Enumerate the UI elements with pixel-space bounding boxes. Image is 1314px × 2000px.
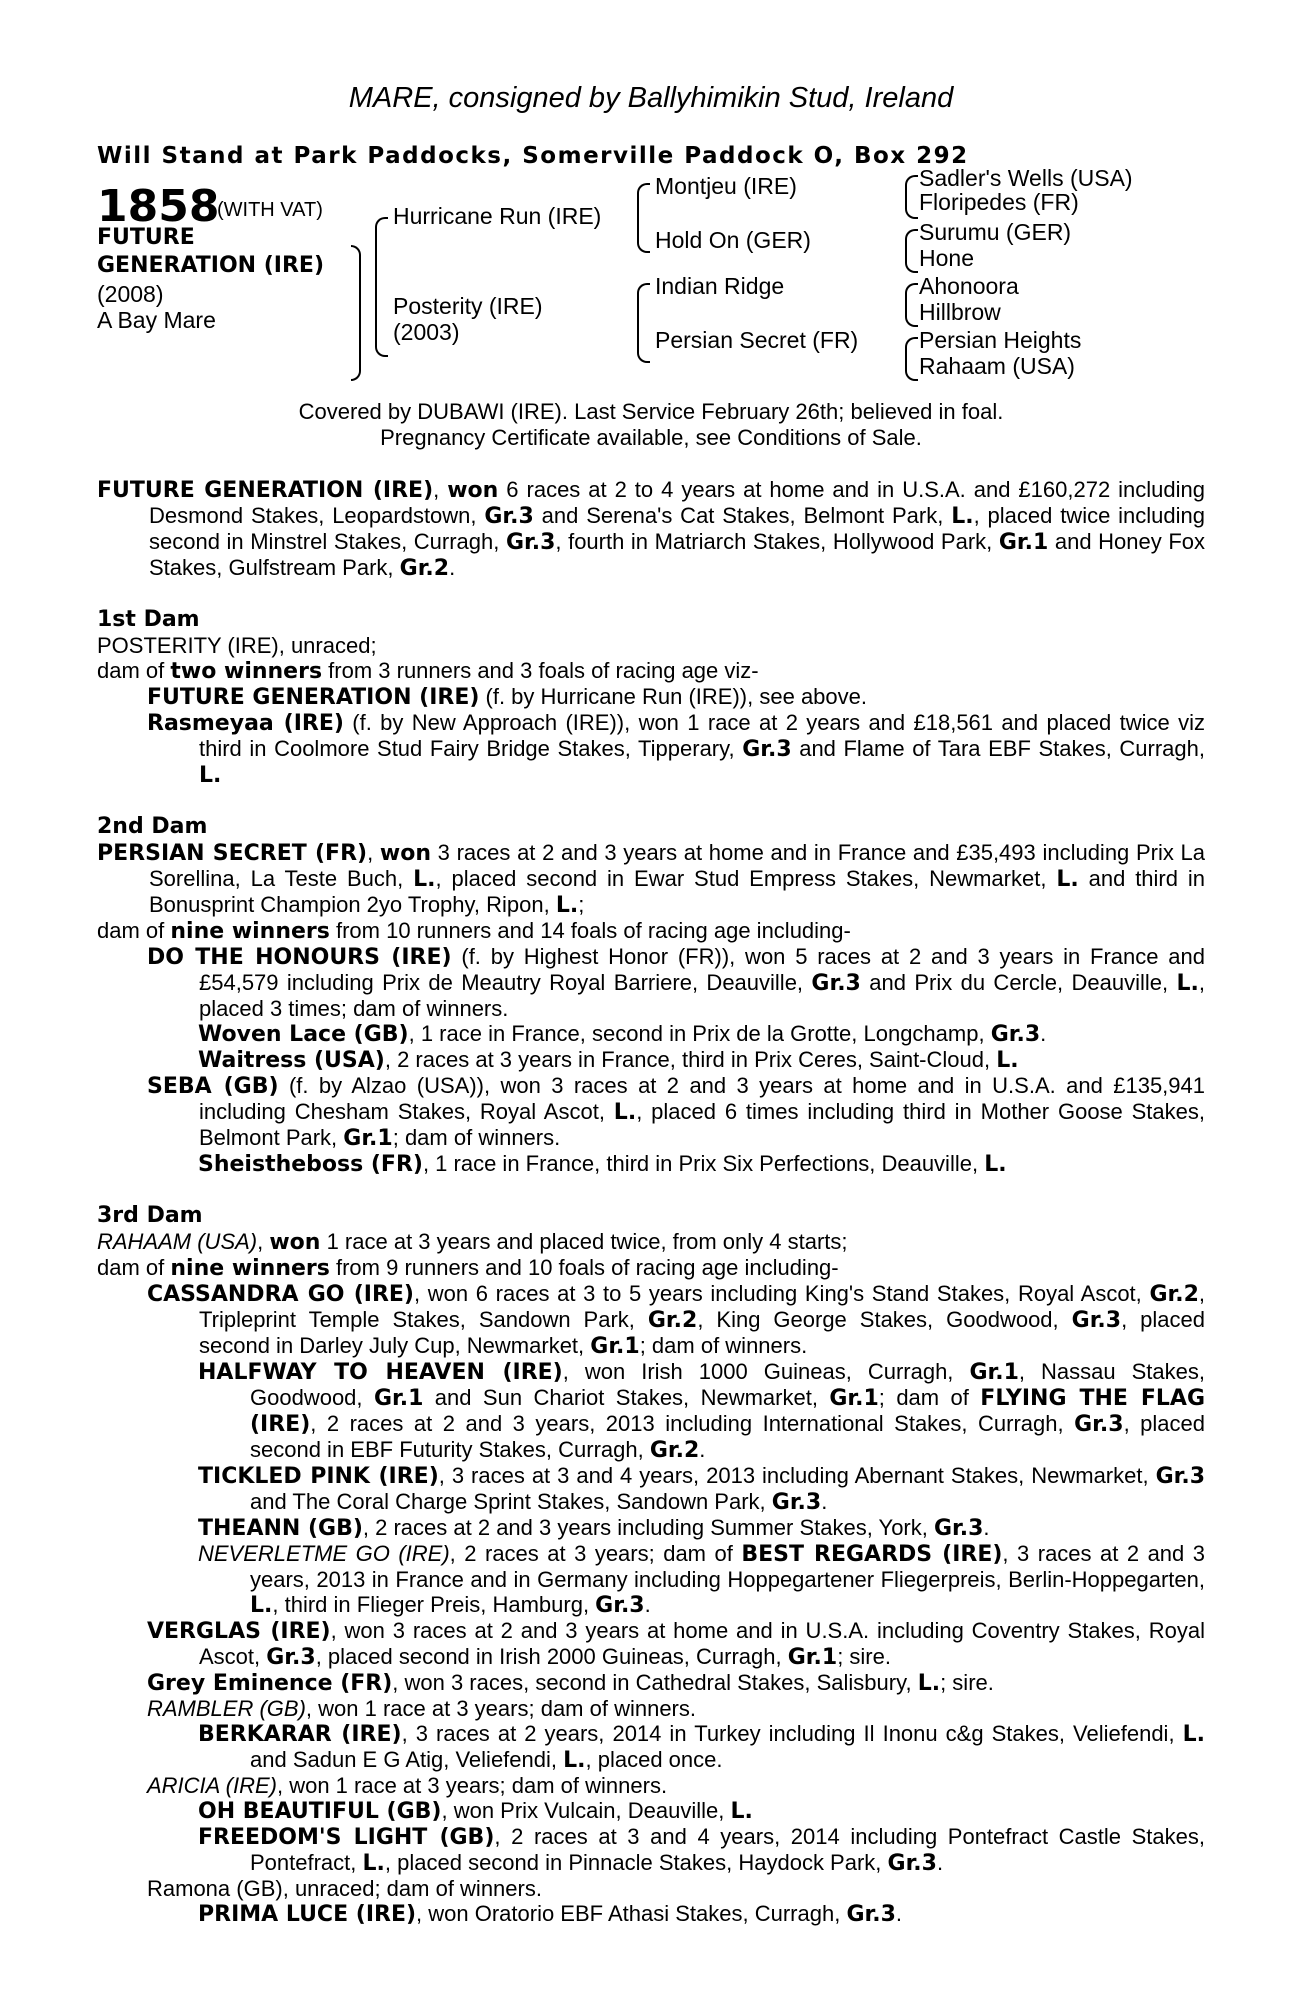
vat-note: (WITH VAT) — [217, 199, 323, 221]
second-dam-grandfoal-3: Sheistheboss (FR), 1 race in France, third in Prix Six Perfections, Deauville, L. — [198, 1151, 1007, 1177]
dam-name: Posterity (IRE) — [393, 293, 543, 319]
second-dam-grandfoal-1: Woven Lace (GB), 1 race in France, second in Prix de la Grotte, Longchamp, Gr.3. — [198, 1021, 1047, 1047]
gen3-bracket-3 — [905, 283, 918, 327]
catalogue-page — [97, 82, 1205, 1927]
dam-bracket-bottom — [375, 285, 388, 357]
covering-note — [97, 399, 1205, 451]
gen3-bracket-4 — [905, 337, 918, 381]
second-dam-foal-1: DO THE HONOURS (IRE) (f. by Highest Honor (FR)), won 5 races at 2 and 3 years in France and £54,579 including Prix de Meautry Royal Barriere, Deauville, Gr.3 and Prix du Cercle, Deauville, L., placed 3 times; dam of winners. — [147, 944, 1205, 1021]
second-dam-produce: dam of nine winners from 10 runners and 14 foals of racing age including- — [97, 918, 851, 944]
sire-dam: Hold On (GER) — [655, 227, 811, 253]
third-dam-grandfoal-5: BERKARAR (IRE), 3 races at 2 years, 2014 in Turkey including Il Inonu c&g Stakes, Veliefendi, L. and Sadun E G Atig, Veliefendi, L., placed once. — [198, 1721, 1205, 1773]
third-dam-foal-5: ARICIA (IRE), won 1 race at 3 years; dam of winners. — [147, 1773, 668, 1798]
third-dam-record: RAHAAM (USA), won 1 race at 3 years and placed twice, from only 4 starts; — [97, 1229, 848, 1255]
first-dam-produce: dam of two winners from 3 runners and 3 foals of racing age viz- — [97, 658, 759, 684]
third-dam-heading: 3rd Dam — [97, 1203, 203, 1228]
dam-year: (2003) — [393, 319, 460, 345]
stand-location: Will Stand at Park Paddocks, Somerville Paddock O, Box 292 — [97, 143, 969, 169]
gen3-bracket-1 — [905, 175, 918, 219]
third-dam-foal-2: VERGLAS (IRE), won 3 races at 2 and 3 years at home and in U.S.A. including Coventry Stakes, Royal Ascot, Gr.3, placed second in Irish 2000 Guineas, Curragh, Gr.1; sire. — [147, 1618, 1205, 1670]
sire-sire-dam: Floripedes (FR) — [919, 189, 1079, 215]
third-dam-grandfoal-7: FREEDOM'S LIGHT (GB), 2 races at 3 and 4 years, 2014 including Pontefract Castle Stakes, Pontefract, L., placed second in Pinnacle Stakes, Haydock Park, Gr.3. — [198, 1824, 1205, 1876]
third-dam-foal-6: Ramona (GB), unraced; dam of winners. — [147, 1876, 542, 1901]
dam-sire-sire: Ahonoora — [919, 273, 1019, 299]
covered-line: Covered by DUBAWI (IRE). Last Service February 26th; believed in foal. — [298, 399, 1004, 424]
first-dam-line: POSTERITY (IRE), unraced; — [97, 633, 377, 658]
sire-line-bracket — [637, 183, 650, 253]
dam-dam: Persian Secret (FR) — [655, 327, 859, 353]
page-title: MARE, consigned by Ballyhimikin Stud, Ireland — [348, 82, 954, 114]
race-summary: FUTURE GENERATION (IRE), won 6 races at 2 to 4 years at home and in U.S.A. and £160,272 including Desmond Stakes, Leopardstown, Gr.3 and Serena's Cat Stakes, Belmont Park, L., placed twice including second in Minstrel Stakes, Curragh, Gr.3, fourth in Matriarch Stakes, Hollywood Park, Gr.1 and Honey Fox Stakes, Gulfstream Park, Gr.2. — [97, 477, 1205, 581]
sire-sire-sire: Sadler's Wells (USA) — [919, 165, 1133, 191]
first-dam-foal-1: FUTURE GENERATION (IRE) (f. by Hurricane Run (IRE)), see above. — [147, 684, 867, 710]
third-dam-grandfoal-1: HALFWAY TO HEAVEN (IRE), won Irish 1000 Guineas, Curragh, Gr.1, Nassau Stakes, Goodwood, Gr.1 and Sun Chariot Stakes, Newmarket, Gr.1; dam of FLYING THE FLAG (IRE), 2 races at 2 and 3 years, 2013 including International Stakes, Curragh, Gr.3, placed second in EBF Futurity Stakes, Curragh, Gr.2. — [198, 1359, 1206, 1463]
first-dam-foal-2: Rasmeyaa (IRE) (f. by New Approach (IRE)), won 1 race at 2 years and £18,561 and placed twice viz third in Coolmore Stud Fairy Bridge Stakes, Tipperary, Gr.3 and Flame of Tara EBF Stakes, Curragh, L. — [147, 710, 1205, 788]
third-dam-grandfoal-3: THEANN (GB), 2 races at 2 and 3 years including Summer Stakes, York, Gr.3. — [198, 1515, 990, 1541]
third-dam-foal-4: RAMBLER (GB), won 1 race at 3 years; dam of winners. — [147, 1696, 696, 1721]
third-dam-grandfoal-8: PRIMA LUCE (IRE), won Oratorio EBF Athasi Stakes, Curragh, Gr.3. — [198, 1901, 903, 1927]
horse-bracket — [351, 245, 361, 381]
third-dam-foal-1: CASSANDRA GO (IRE), won 6 races at 3 to 5 years including King's Stand Stakes, Royal Ascot, Gr.2, Tripleprint Temple Stakes, Sandown Park, Gr.2, King George Stakes, Goodwood, Gr.3, placed second in Darley July Cup, Newmarket, Gr.1; dam of winners. — [147, 1281, 1205, 1359]
third-dam-foal-3: Grey Eminence (FR), won 3 races, second in Cathedral Stakes, Salisbury, L.; sire. — [147, 1670, 994, 1696]
sire-name: Hurricane Run (IRE) — [393, 203, 602, 229]
second-dam-record: PERSIAN SECRET (FR), won 3 races at 2 and 3 years at home and in France and £35,493 including Prix La Sorellina, La Teste Buch, L., placed second in Ewar Stud Empress Stakes, Newmarket, L. and third in Bonusprint Champion 2yo Trophy, Ripon, L.; — [97, 840, 1205, 918]
second-dam-heading: 2nd Dam — [97, 814, 208, 839]
lot-number: 1858 — [97, 181, 220, 232]
dam-line-bracket — [637, 283, 650, 363]
sire-bracket-top — [375, 217, 388, 287]
sire-dam-dam: Hone — [919, 245, 974, 271]
first-dam-heading: 1st Dam — [97, 607, 200, 632]
third-dam-produce: dam of nine winners from 9 runners and 10 foals of racing age including- — [97, 1255, 839, 1281]
pedigree-table — [97, 165, 1205, 393]
horse-name-line2: GENERATION (IRE) — [97, 253, 325, 278]
pregnancy-line: Pregnancy Certificate available, see Conditions of Sale. — [380, 425, 922, 450]
third-dam-grandfoal-4: NEVERLETME GO (IRE), 2 races at 3 years; dam of BEST REGARDS (IRE), 3 races at 2 and 3 years, 2013 in France and in Germany including Hoppegartener Fliegerpreis, Berlin-Hoppegarten, L., third in Flieger Preis, Hamburg, Gr.3. — [198, 1541, 1205, 1618]
dam-dam-dam: Rahaam (USA) — [919, 353, 1075, 379]
horse-name-line1: FUTURE — [97, 225, 195, 250]
foaling-year: (2008) — [97, 281, 164, 307]
dam-sire: Indian Ridge — [655, 273, 785, 299]
third-dam-grandfoal-2: TICKLED PINK (IRE), 3 races at 3 and 4 years, 2013 including Abernant Stakes, Newmarket, Gr.3 and The Coral Charge Sprint Stakes, Sandown Park, Gr.3. — [198, 1463, 1205, 1515]
sire-sire: Montjeu (IRE) — [655, 173, 797, 199]
sire-dam-sire: Surumu (GER) — [919, 219, 1072, 245]
third-dam-grandfoal-6: OH BEAUTIFUL (GB), won Prix Vulcain, Deauville, L. — [198, 1798, 753, 1824]
gen3-bracket-2 — [905, 229, 918, 273]
horse-description: A Bay Mare — [97, 307, 216, 333]
dam-sire-dam: Hillbrow — [919, 299, 1001, 325]
dam-dam-sire: Persian Heights — [919, 327, 1082, 353]
second-dam-foal-2: SEBA (GB) (f. by Alzao (USA)), won 3 races at 2 and 3 years at home and in U.S.A. and £135,941 including Chesham Stakes, Royal Ascot, L., placed 6 times including third in Mother Goose Stakes, Belmont Park, Gr.1; dam of winners. — [147, 1073, 1206, 1151]
second-dam-grandfoal-2: Waitress (USA), 2 races at 3 years in France, third in Prix Ceres, Saint-Cloud, L. — [198, 1047, 1019, 1073]
